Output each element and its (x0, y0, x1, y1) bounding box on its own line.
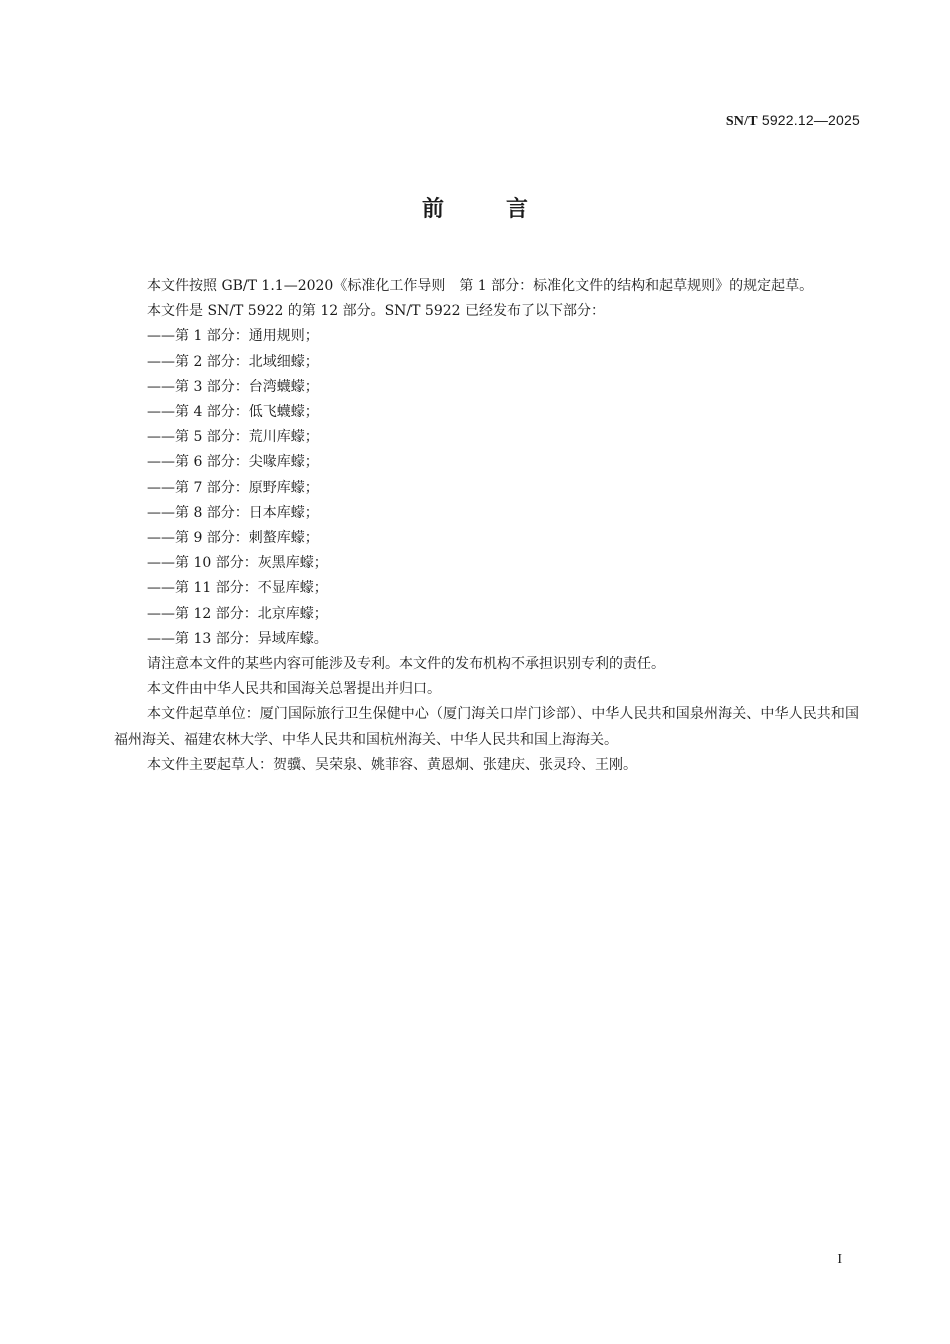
standard-code (726, 112, 860, 130)
part-list-item: ——第 11 部分：不显库蠓； (147, 580, 328, 597)
part-list-item: ——第 6 部分：尖喙库蠓； (147, 454, 319, 471)
part-list-item: ——第 10 部分：灰黑库蠓； (147, 555, 328, 572)
part-list-item: ——第 1 部分：通用规则； (147, 328, 319, 345)
part-list-item: ——第 3 部分：台湾蠛蠓； (147, 378, 319, 395)
paragraph-series-info: 本文件是 SN/T 5922 的第 12 部分。SN/T 5922 已经发布了以下部分： (147, 303, 606, 320)
paragraph-drafters: 本文件主要起草人：贺骥、吴荣泉、姚菲容、黄恩炯、张建庆、张灵玲、王刚。 (147, 756, 637, 773)
part-list-item: ——第 7 部分：原野库蠓； (147, 479, 319, 496)
part-list-item: ——第 2 部分：北域细蠓； (147, 353, 319, 370)
paragraph-patent-notice: 请注意本文件的某些内容可能涉及专利。本文件的发布机构不承担识别专利的责任。 (147, 656, 665, 673)
standard-code-prefix: SN/T (725, 114, 758, 129)
page-number: I (837, 1252, 842, 1267)
part-list-item: ——第 4 部分：低飞蠛蠓； (147, 404, 319, 421)
paragraph-drafting-rules: 本文件按照 GB/T 1.1—2020《标准化工作导则 第 1 部分：标准化文件的结构和起草规则》的规定起草。 (147, 278, 814, 294)
part-list-item: ——第 5 部分：荒川库蠓； (147, 429, 319, 446)
part-list-item: ——第 13 部分：异域库蠓。 (147, 630, 328, 647)
paragraph-drafting-units: 本文件起草单位：厦门国际旅行卫生保健中心（厦门海关口岸门诊部）、中华人民共和国泉州海关、中华人民共和国福州海关、福建农林大学、中华人民共和国杭州海关、中华人民共和国上海海关。 (114, 706, 859, 748)
foreword-body (114, 274, 859, 778)
page-title: 前言 (421, 197, 590, 222)
part-list-item: ——第 8 部分：日本库蠓； (147, 504, 319, 521)
part-list-item: ——第 12 部分：北京库蠓； (147, 605, 328, 622)
paragraph-proposer: 本文件由中华人民共和国海关总署提出并归口。 (147, 681, 441, 698)
standard-code-number: 5922.12—2025 (757, 112, 860, 128)
part-list-item: ——第 9 部分：刺螯库蠓； (147, 530, 319, 547)
